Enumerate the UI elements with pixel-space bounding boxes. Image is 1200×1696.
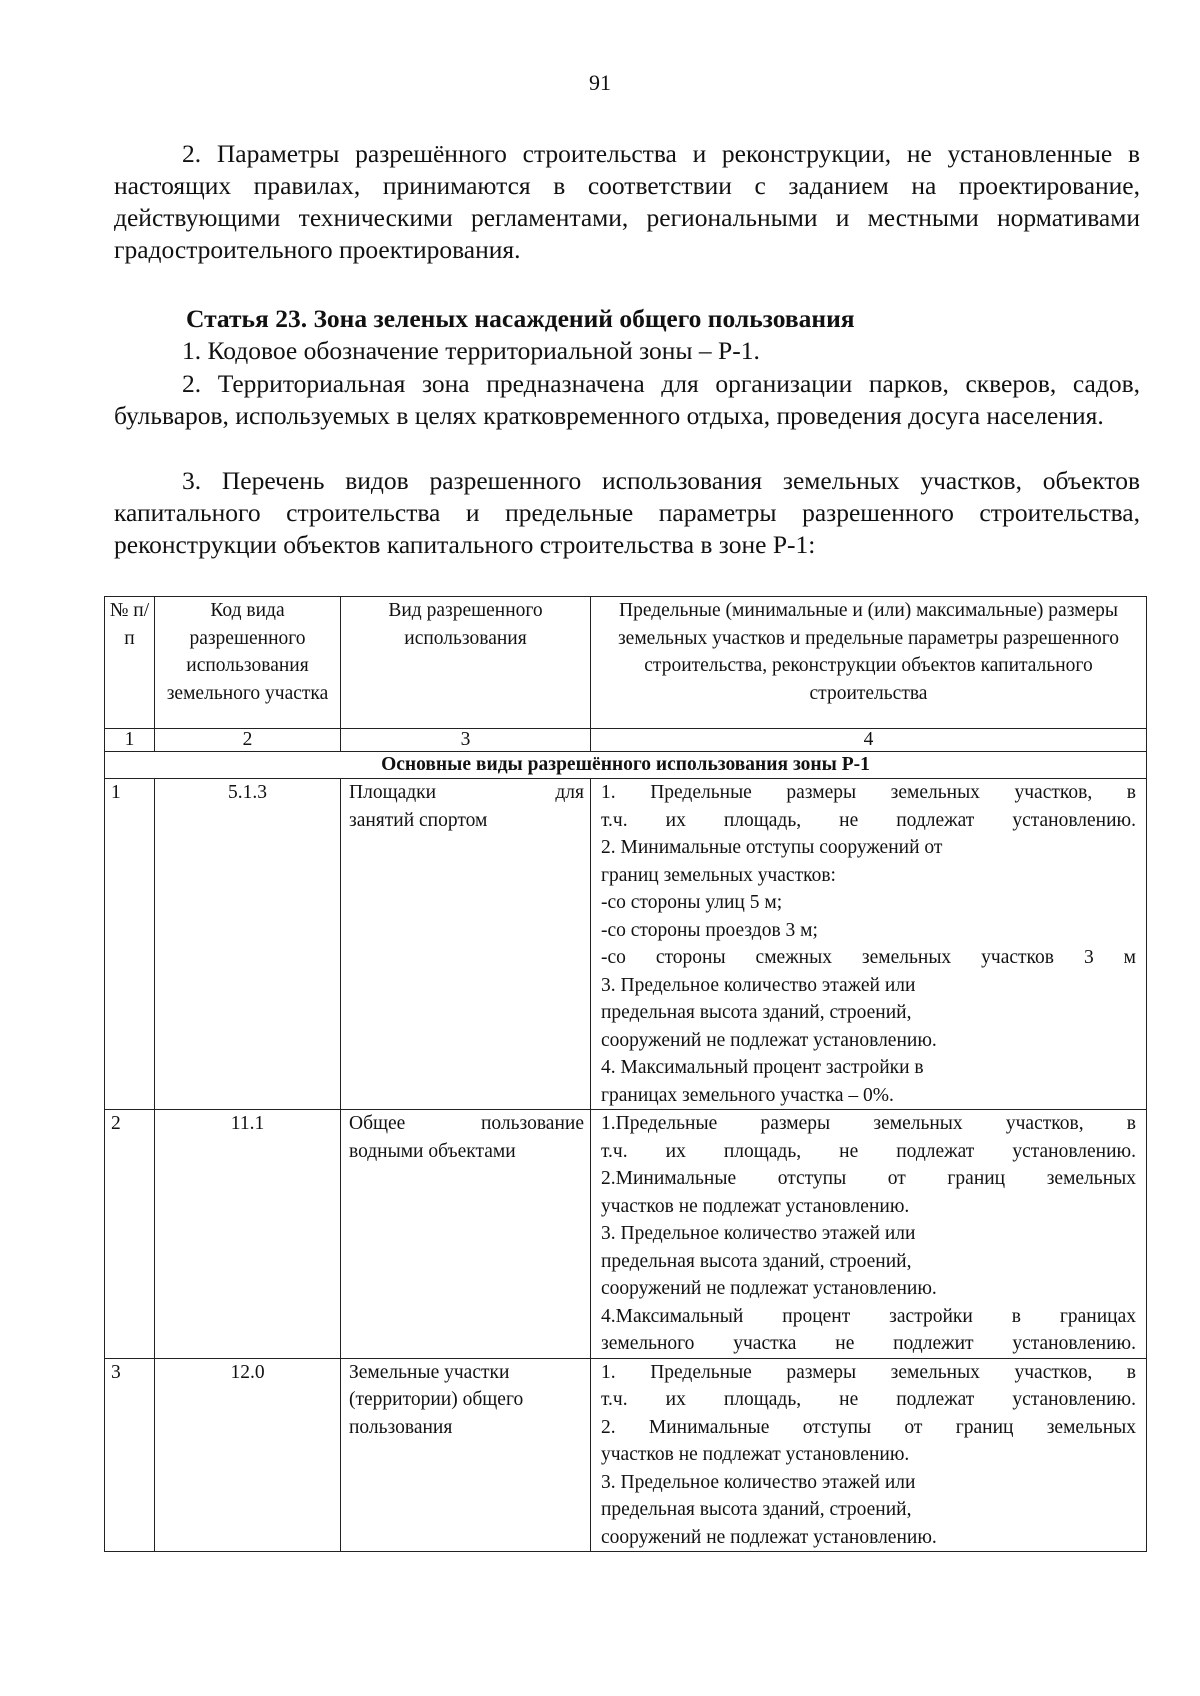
column-number: 1 xyxy=(105,729,155,752)
parameter-line: сооружений не подлежат установлению. xyxy=(601,1029,937,1051)
parameter-line: предельная высота зданий, строений, xyxy=(601,1499,912,1520)
column-number: 4 xyxy=(591,729,1147,752)
usage-kind-line: пользования xyxy=(349,1416,453,1438)
parameter-line: -со стороны смежных земельных участков 3 м xyxy=(601,947,1136,968)
table-row xyxy=(105,1110,1147,1359)
page-number: 91 xyxy=(589,70,611,95)
parameter-line: предельная высота зданий, строений, xyxy=(601,1250,912,1272)
parameter-line: сооружений не подлежат установлению. xyxy=(601,1278,937,1299)
parameter-line: т.ч. их площадь, не подлежат установлению. xyxy=(601,809,1136,831)
parameter-line: 1.Предельные размеры земельных участков, в xyxy=(601,1113,1136,1134)
parameter-line: т.ч. их площадь, не подлежат установлению. xyxy=(601,1389,1136,1410)
usage-code: 5.1.3 xyxy=(155,779,341,1110)
header-params: Предельные (минимальные и (или) максимальные) размеры земельных участков и предельные параметры разрешенного строительства, реконструкции объектов капитального строительства xyxy=(591,597,1147,729)
paragraph-zone-purpose: 2. Территориальная зона предназначена для организации парков, скверов, садов, бульваров, используемых в целях кратковременного отдыха, проведения досуга населения. xyxy=(114,369,1140,430)
article-heading: Статья 23. Зона зеленых насаждений общего пользования xyxy=(186,304,855,333)
section-title-row xyxy=(105,752,1147,779)
usage-kind-line: Земельные участки xyxy=(349,1361,510,1383)
usage-parameters xyxy=(591,1110,1147,1359)
table-row xyxy=(105,1358,1147,1552)
parameter-line: 1. Предельные размеры земельных участков, в xyxy=(601,1361,1136,1383)
parameter-line: сооружений не подлежат установлению. xyxy=(601,1526,937,1548)
usage-kind xyxy=(341,1110,591,1359)
parameter-line: 2. Минимальные отступы сооружений от xyxy=(601,837,943,858)
column-number-row xyxy=(105,729,1147,752)
paragraph-parameters-note: 2. Параметры разрешённого строительства и реконструкции, не установленные в настоящих правилах, принимаются в соответствии с заданием на проектирование, действующими техническими регламентами, региональными и местными нормативами градостроительного проектирования. xyxy=(114,139,1140,264)
parameter-line: 2. Минимальные отступы от границ земельных xyxy=(601,1416,1136,1438)
parameter-line: т.ч. их площадь, не подлежат установлению. xyxy=(601,1140,1136,1162)
usage-kind-line: (территории) общего xyxy=(349,1389,524,1410)
table-row xyxy=(105,779,1147,1110)
usage-kind xyxy=(341,779,591,1110)
parameter-line: границ земельных участков: xyxy=(601,864,836,886)
parameter-line: 4.Максимальный процент застройки в границах xyxy=(601,1305,1136,1327)
parameter-line: земельного участка не подлежит установлению. xyxy=(601,1333,1136,1354)
column-number: 2 xyxy=(155,729,341,752)
parameter-line: 1. Предельные размеры земельных участков, в xyxy=(601,782,1136,803)
parameter-line: 3. Предельное количество этажей или xyxy=(601,974,916,996)
parameter-line: 4. Максимальный процент застройки в xyxy=(601,1057,924,1078)
usage-kind-line: Площадки для xyxy=(349,782,584,803)
usage-code: 11.1 xyxy=(155,1110,341,1359)
header-num: № п/п xyxy=(105,597,155,729)
paragraph-usage-list-intro: 3. Перечень видов разрешенного использования земельных участков, объектов капитального строительства и предельные параметры разрешенного строительства, реконструкции объектов капитального строительства в зоне Р-1: xyxy=(114,466,1140,559)
row-number: 2 xyxy=(105,1110,155,1359)
usage-kind-line: занятий спортом xyxy=(349,809,488,831)
usage-kind xyxy=(341,1358,591,1552)
parameter-line: участков не подлежат установлению. xyxy=(601,1444,910,1465)
row-number: 1 xyxy=(105,779,155,1110)
parameter-line: -со стороны улиц 5 м; xyxy=(601,892,783,913)
usage-parameters xyxy=(591,779,1147,1110)
header-code: Код вида разрешенного использования земельного участка xyxy=(155,597,341,729)
parameter-line: участков не подлежат установлению. xyxy=(601,1195,910,1217)
parameter-line: -со стороны проездов 3 м; xyxy=(601,919,818,941)
parameter-line: 3. Предельное количество этажей или xyxy=(601,1223,916,1244)
usage-parameters xyxy=(591,1358,1147,1552)
section-title: Основные виды разрешённого использования зоны Р-1 xyxy=(105,752,1147,779)
parameter-line: 3. Предельное количество этажей или xyxy=(601,1471,916,1493)
permitted-use-table xyxy=(104,596,1147,1552)
column-number: 3 xyxy=(341,729,591,752)
paragraph-zone-code: 1. Кодовое обозначение территориальной зоны – Р-1. xyxy=(182,336,760,365)
table-header-row xyxy=(105,597,1147,729)
usage-code: 12.0 xyxy=(155,1358,341,1552)
parameter-line: 2.Минимальные отступы от границ земельных xyxy=(601,1168,1136,1189)
parameter-line: границах земельного участка – 0%. xyxy=(601,1084,894,1106)
header-kind: Вид разрешенного использования xyxy=(341,597,591,729)
row-number: 3 xyxy=(105,1358,155,1552)
usage-kind-line: водными объектами xyxy=(349,1140,516,1162)
usage-kind-line: Общее пользование xyxy=(349,1113,584,1134)
parameter-line: предельная высота зданий, строений, xyxy=(601,1002,912,1023)
